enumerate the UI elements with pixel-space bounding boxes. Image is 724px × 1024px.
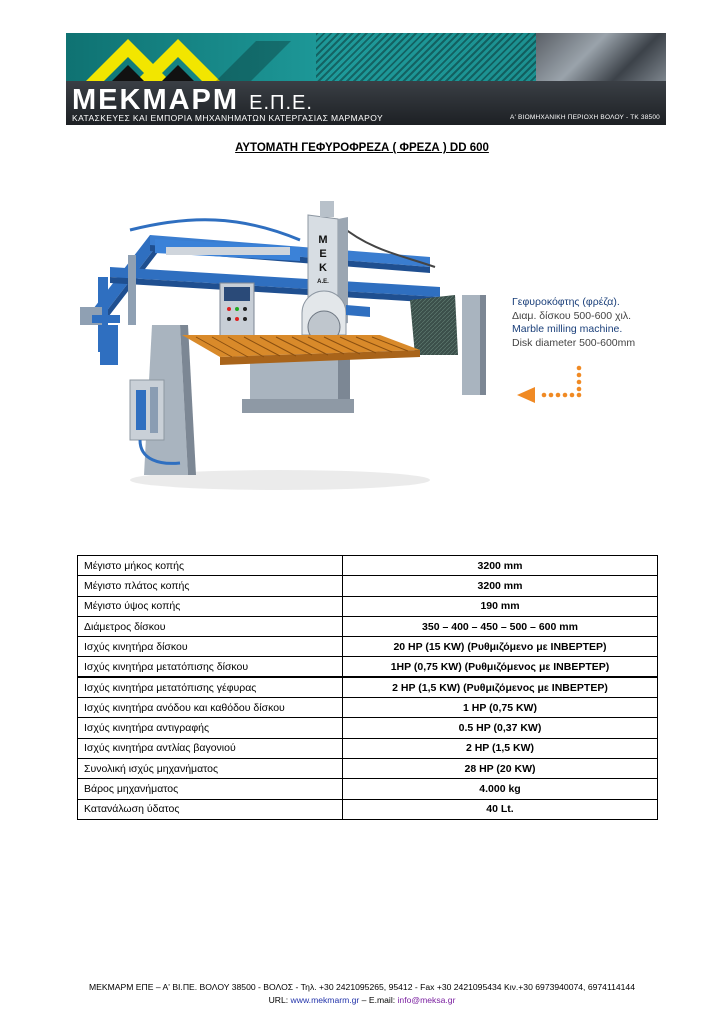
footer-url-label: URL: <box>268 995 291 1005</box>
bridge-saw-machine-illustration <box>70 195 500 495</box>
spec-label: Ισχύς κινητήρα μετατόπισης γέφυρας <box>78 677 343 697</box>
email-link[interactable]: info@meksa.gr <box>397 995 456 1005</box>
spec-label: Συνολική ισχύς μηχανήματος <box>78 758 343 778</box>
brand-suffix: Ε.Π.Ε. <box>249 92 313 114</box>
specifications-table <box>77 555 658 820</box>
caption-line-2: Διαμ. δίσκου 500-600 χιλ. <box>512 309 632 322</box>
company-logo-icon <box>66 33 326 81</box>
table-row <box>78 637 658 657</box>
footer-links-line <box>0 994 724 1007</box>
spec-label: Ισχύς κινητήρα δίσκου <box>78 637 343 657</box>
mast-letter-1: Μ <box>318 234 328 246</box>
spec-label: Κατανάλωση ύδατος <box>78 799 343 819</box>
spec-value: 40 Lt. <box>343 799 658 819</box>
table-row <box>78 779 658 799</box>
document-title: ΑΥΤΟΜΑΤΗ ΓΕΦΥΡΟΦΡΕΖΑ ( ΦΡΕΖΑ ) DD 600 <box>235 142 489 154</box>
banner-photo-strip <box>536 33 666 81</box>
spec-value: 190 mm <box>343 596 658 616</box>
spec-value: 2 HP (1,5 KW) (Ρυθμιζόμενος με INBEPTEP) <box>343 677 658 697</box>
pointer-arrow-icon <box>515 364 590 404</box>
spec-label: Διάμετρος δίσκου <box>78 616 343 636</box>
table-row <box>78 657 658 677</box>
brand-address: Α' ΒΙΟΜΗΧΑΝΙΚΗ ΠΕΡΙΟΧΗ ΒΟΛΟΥ - ΤΚ 38500 <box>510 114 660 121</box>
brand-tagline: ΚΑΤΑΣΚΕΥΕΣ ΚΑΙ ΕΜΠΟΡΙΑ ΜΗΧΑΝΗΜΑΤΩΝ ΚΑΤΕΡΓΑΣΙΑΣ ΜΑΡΜΑΡΟΥ <box>72 113 384 123</box>
specifications-table-body <box>78 556 658 820</box>
spec-label: Ισχύς κινητήρα ανόδου και καθόδου δίσκου <box>78 698 343 718</box>
spec-value: 1HP (0,75 KW) (Ρυθμιζόμενος με INBEPTEP) <box>343 657 658 677</box>
table-row <box>78 556 658 576</box>
machine-caption <box>512 296 635 350</box>
table-row <box>78 718 658 738</box>
table-row <box>78 799 658 819</box>
mast-letter-3: Κ <box>319 262 327 274</box>
footer-contact-line: ΜΕΚΜΑΡΜ ΕΠΕ – Α' ΒΙ.ΠΕ. ΒΟΛΟΥ 38500 - ΒΟΛΟΣ - Τηλ. +30 2421095265, 95412 - Fax +30 2421095434 Κιν.+30 6973940074, 6974114144 <box>89 982 635 992</box>
spec-label: Ισχύς κινητήρα μετατόπισης δίσκου <box>78 657 343 677</box>
spec-value: 1 HP (0,75 KW) <box>343 698 658 718</box>
table-row <box>78 738 658 758</box>
spec-label: Ισχύς κινητήρα αντιγραφής <box>78 718 343 738</box>
spec-value: 0.5 HP (0,37 KW) <box>343 718 658 738</box>
spec-label: Μέγιστο μήκος κοπής <box>78 556 343 576</box>
spec-value: 3200 mm <box>343 556 658 576</box>
spec-value: 350 – 400 – 450 – 500 – 600 mm <box>343 616 658 636</box>
banner-stripes <box>316 33 546 81</box>
spec-value: 4.000 kg <box>343 779 658 799</box>
page-footer <box>0 981 724 1007</box>
table-row <box>78 677 658 697</box>
footer-email-label: – E.mail: <box>359 995 398 1005</box>
spec-value: 20 HP (15 KW) (Ρυθμιζόμενο με INBEPTEP) <box>343 637 658 657</box>
spec-label: Μέγιστο πλάτος κοπής <box>78 576 343 596</box>
spec-label: Ισχύς κινητήρα αντλίας βαγονιού <box>78 738 343 758</box>
spec-label: Βάρος μηχανήματος <box>78 779 343 799</box>
mast-letter-4: Α.Ε. <box>317 279 329 285</box>
table-row <box>78 758 658 778</box>
spec-value: 28 HP (20 KW) <box>343 758 658 778</box>
table-row <box>78 616 658 636</box>
caption-line-4: Disk diameter 500-600mm <box>512 336 636 349</box>
table-row <box>78 576 658 596</box>
mast-letter-2: Ε <box>319 248 327 260</box>
spec-label: Μέγιστο ύψος κοπής <box>78 596 343 616</box>
header-banner <box>66 33 666 125</box>
brand-main: ΜΕΚΜΑΡΜ <box>72 84 240 116</box>
table-row <box>78 698 658 718</box>
website-link[interactable]: www.mekmarm.gr <box>290 995 360 1005</box>
table-row <box>78 596 658 616</box>
spec-value: 2 HP (1,5 KW) <box>343 738 658 758</box>
spec-value: 3200 mm <box>343 576 658 596</box>
caption-line-3: Marble milling machine. <box>512 323 623 335</box>
caption-line-1: Γεφυροκόφτης (φρέζα). <box>512 296 620 308</box>
